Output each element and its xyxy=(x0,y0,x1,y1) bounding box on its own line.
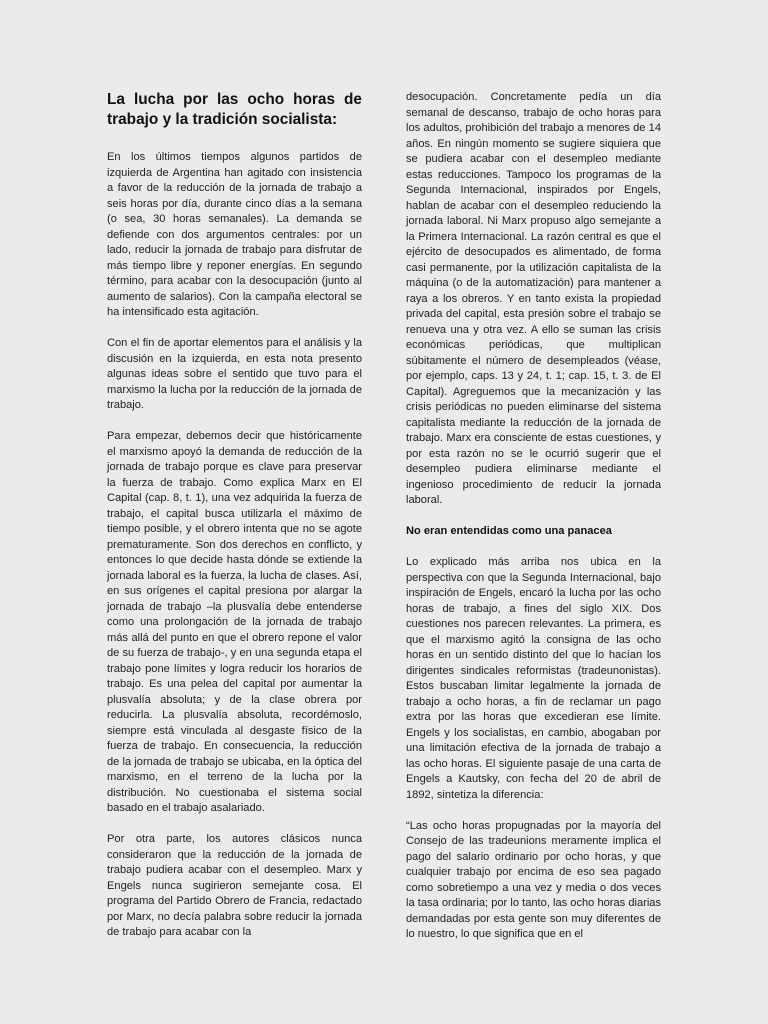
section-subheading: No eran entendidas como una panacea xyxy=(406,525,612,537)
paragraph: desocupación. Concretamente pedía un día semanal de descanso, trabajo de ocho horas para los adultos, prohibición del trabajo a menores de 14 años. En ningún momento se sugiere siquiera que se pudiera acabar con el desempleo mediante estas reducciones. Tampoco los programas de la Segunda Internacional, inspirados por Engels, hablan de acabar con el desempleo reduciendo la jornada laboral. Ni Marx propuso algo semejante a la Primera Internacional. La razón central es que el ejército de desocupados es alimentado, de forma casi permanente, por la utilización capitalista de la máquina (o de la automatización) para mantener a raya a los obreros. Y en tanto exista la propiedad privada del capital, esta presión sobre el trabajo se renueva una y otra vez. A ello se suman las crisis económicas periódicas, que multiplican súbitamente el número de desempleados (véase, por ejemplo, caps. 13 y 24, t. 1; cap. 15, t. 3. de El Capital). Agreguemos que la mecanización y las crisis periódicas no pueden eliminarse del sistema capitalista mediante la reducción de la jornada de trabajo. Marx era consciente de estas cuestiones, y por esta razón no se le ocurrió sugerir que el desempleo pudiera eliminarse mediante el ingenioso procedimiento de reducir la jornada laboral. xyxy=(406,91,661,506)
paragraph: En los últimos tiempos algunos partidos de izquierda de Argentina han agitado con insistencia a favor de la reducción de la jornada de trabajo a seis horas por día, durante cinco días a la semana (o sea, 30 horas semanales). La demanda se defiende con dos argumentos centrales: por un lado, reducir la jornada de trabajo para disfrutar de más tiempo libre y reponer energías. En segundo término, para acabar con la desocupación (junto al aumento de salarios). Con la campaña electoral se ha intensificado esta agitación. xyxy=(107,151,362,318)
paragraph: Lo explicado más arriba nos ubica en la perspectiva con que la Segunda Internacional, bajo inspiración de Engels, encaró la lucha por las ocho horas de trabajo, a fines del siglo XIX. Dos cuestiones nos parecen relevantes. La primera, es que el marxismo agitó la consigna de las ocho horas en un sentido distinto del que lo hacían los dirigentes sindicales reformistas (tradeunonistas). Estos buscaban limitar legalmente la jornada de trabajo a ocho horas, a fin de reclamar un pago extra por las horas que excedieran ese límite. Engels y los socialistas, en cambio, abogaban por una limitación efectiva de la jornada de trabajo a las ocho horas. El siguiente pasaje de una carta de Engels a Kautsky, con fecha del 20 de abril de 1892, sintetiza la diferencia: xyxy=(406,556,661,801)
left-column xyxy=(107,90,362,956)
paragraph: Para empezar, debemos decir que históricamente el marxismo apoyó la demanda de reducción de la jornada de trabajo porque es clave para preservar la fuerza de trabajo. Como explica Marx en El Capital (cap. 8, t. 1), una vez adquirida la fuerza de trabajo, el capital busca utilizarla el máximo de tiempo posible, y el obrero intenta que no se agote prematuramente. Son dos derechos en conflicto, y entonces lo que decide hasta dónde se extiende la jornada laboral es la fuerza, la lucha de clases. Así, en sus orígenes el capital presiona por alargar la jornada de trabajo –la plusvalía debe entenderse como una prolongación de la jornada de trabajo más allá del punto en que el obrero repone el valor de su fuerza de trabajo-, y en una segunda etapa el trabajo pone límites y logra reducir los horarios de trabajo. Es una pelea del capital por aumentar la plusvalía absoluta; y de la clase obrera por reducirla. La plusvalía absoluta, recordémoslo, siempre está vinculada al desgaste físico de la fuerza de trabajo. En consecuencia, la reducción de la jornada de trabajo se ubicaba, en la óptica del marxismo, en el terreno de la lucha por la distribución. No cuestionaba el sistema social basado en el trabajo asalariado. xyxy=(107,430,362,814)
right-column xyxy=(406,90,661,958)
document-title: La lucha por las ocho horas de trabajo y la tradición socialista: xyxy=(107,91,362,128)
paragraph: Por otra parte, los autores clásicos nunca consideraron que la reducción de la jornada de trabajo pudiera acabar con el desempleo. Marx y Engels nunca sugirieron semejante cosa. El programa del Partido Obrero de Francia, redactado por Marx, no decía palabra sobre reducir la jornada de trabajo para acabar con la xyxy=(107,833,362,938)
paragraph: Con el fin de aportar elementos para el análisis y la discusión en la izquierda, en esta nota presento algunas ideas sobre el sentido que tuvo para el marxismo la lucha por la reducción de la jornada de trabajo. xyxy=(107,337,362,411)
quote-paragraph: “Las ocho horas propugnadas por la mayoría del Consejo de las tradeunions meramente implica el pago del salario ordinario por ocho horas, y que cualquier trabajo por encima de eso sea pagado como sobretiempo a una vez y media o dos veces la tasa ordinaria; por lo tanto, las ocho horas diarias demandadas por esta gente son muy diferentes de lo nuestro, lo que significa que en el xyxy=(406,819,661,940)
